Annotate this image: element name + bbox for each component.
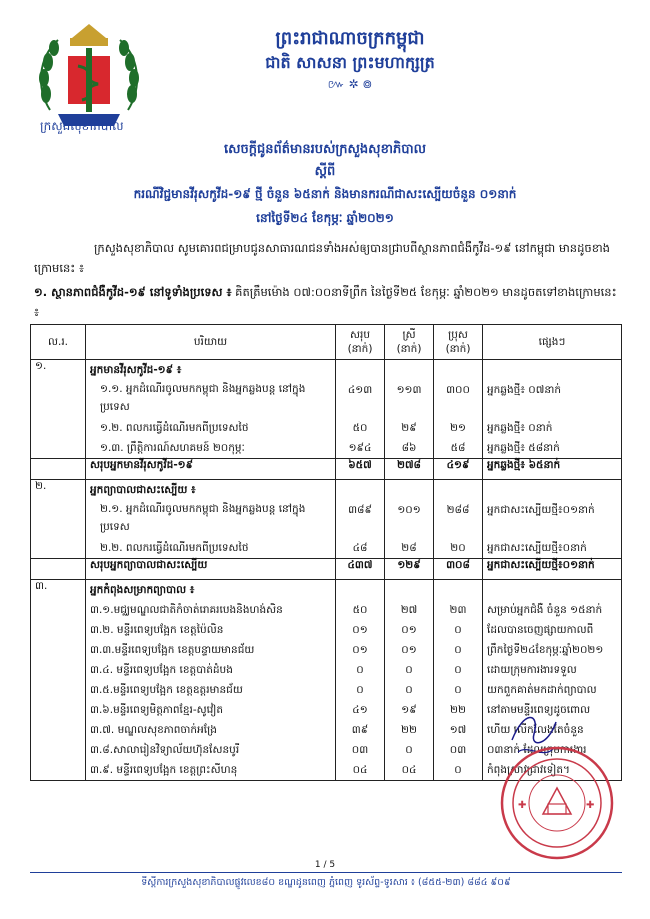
section-1	[34, 282, 624, 322]
s2-sum-female: ១២៩	[385, 559, 434, 580]
s2-row1-desc: ២.១. អ្នកដំណើរចូលមកកម្ពុជា និងអ្នកឆ្លងបន្ត នៅក្នុងប្រទេស	[100, 503, 306, 533]
s3-title: អ្នកកំពុងសម្រាកព្យាបាល ៖	[90, 584, 195, 596]
s3-row1-desc: ៣.១.មជ្ឈមណ្ឌលជាតិកំចាត់រោគរបេងនិងហង់សិន	[90, 604, 283, 616]
table-row-s1	[31, 360, 622, 459]
s1-row1-female: ១១៣	[396, 384, 422, 396]
doc-date: នៅថ្ងៃទី២៤ ខែកុម្ភៈ ឆ្នាំ២០២១	[256, 211, 394, 225]
s1-row1-note: អ្នកឆ្លងថ្មី៖ ០៧នាក់	[487, 384, 561, 396]
s3-note-line: សម្រាប់អ្នកជំងឺ ចំនួន ១៥នាក់	[487, 604, 603, 616]
s3-row4-desc: ៣.៤. មន្ទីរពេទ្យបង្អែក ខេត្តបាត់ដំបង	[90, 664, 233, 676]
s2-number: ២.	[31, 480, 86, 559]
s2-title: អ្នកព្យាបាលជាសះស្បើយ ៖	[90, 484, 196, 496]
s2-sum-male: ៣០៨	[434, 559, 483, 580]
s1-sum-male: ៤១៩	[434, 459, 483, 480]
s3-note-line: នៅតាមមន្ទីរពេទ្យដូចពោល	[487, 704, 591, 716]
s1-number: ១.	[31, 360, 86, 459]
s3-row1-male: ២៣	[449, 604, 467, 616]
s1-row3-desc: ១.៣. ព្រឹត្តិការណ៍សហគមន៍ ២០កុម្ភៈ	[100, 442, 245, 454]
s2-sum-total: ៤៣៧	[336, 559, 385, 580]
s3-row7-female: ២២	[401, 724, 417, 736]
s2-row2-female: ២៨	[401, 542, 417, 554]
s3-row4-female: ០	[405, 664, 413, 676]
s1-total-cell	[336, 360, 385, 459]
s3-row8-female: ០	[405, 744, 413, 756]
s1-title: អ្នកមានវីរុសកូវីដ-១៩ ៖	[90, 364, 182, 376]
s3-row6-desc: ៣.៦.មន្ទីរពេទ្យមិត្តភាពខ្មែរ-សូវៀត	[90, 704, 224, 716]
s3-row7-total: ៣៩	[351, 724, 369, 736]
s3-note-line: យកពួកគាត់មកដាក់ព្យាបាល	[487, 684, 597, 696]
s3-row8-desc: ៣.៨.សាលារៀនវិទ្យាល័យហ៊ុនសែនបូរី	[90, 744, 240, 756]
s3-male-cell	[434, 580, 483, 781]
s1-female-cell	[385, 360, 434, 459]
s3-row2-desc: ៣.២. មន្ទីរពេទ្យបង្អែក ខេត្តប៉ៃលិន	[90, 624, 224, 636]
s2-row2-total: ៤៨	[352, 542, 368, 554]
s3-row6-male: ២២	[450, 704, 466, 716]
page-number: 1 / 5	[314, 860, 336, 870]
s3-row9-male: ០	[454, 764, 462, 776]
intro-paragraph: ក្រសួងសុខាភិបាល សូមគោរពជម្រាបជូនសាធារណជនទាំងអស់ឲ្យបានជ្រាបពីស្ថានភាពជំងឺកូវីដ-១៩ នៅកម្ពុជា មានដូចខាងក្រោមនេះ ៖	[34, 241, 610, 275]
s1-male-cell	[434, 360, 483, 459]
s3-row3-desc: ៣.៣.មន្ទីរពេទ្យបង្អែក ខេត្តបន្ទាយមានជ័យ	[90, 644, 255, 656]
s3-row2-female: ០១	[401, 624, 417, 636]
footer-divider	[30, 872, 622, 873]
footer-address: ទីស្តីការក្រសួងសុខាភិបាលផ្លូវលេខ៨០ ខណ្ឌដូនពេញ ភ្នំពេញ ទូរស័ព្ទ-ទូរសារ ៖ (៨៥៥-២៣) ៨៨៤ ៩០៩	[141, 877, 511, 888]
s3-row6-total: ៤១	[352, 704, 368, 716]
s3-row5-total: ០	[356, 684, 364, 696]
s2-row2-note: អ្នកជាសះស្បើយថ្មី៖០នាក់	[487, 542, 587, 554]
s2-row1-male: ២៨៨	[446, 504, 470, 516]
s1-row2-desc: ១.២. ពលករធ្វើដំណើរមកពីប្រទេសថៃ	[100, 422, 249, 434]
svg-text:✚: ✚	[518, 800, 527, 811]
s2-row2-male: ២០	[450, 542, 466, 554]
s2-row2-desc: ២.២. ពលករធ្វើដំណើរមកពីប្រទេសថៃ	[100, 542, 249, 554]
s1-row1-total: ៤១៣	[347, 384, 373, 396]
s3-note-line: ០៣នាក់ ដែលក្រុមការងារ	[487, 744, 587, 756]
official-stamp	[498, 744, 616, 862]
s2-note-cell	[483, 480, 622, 559]
s1-sum-total: ៦៥៧	[336, 459, 385, 480]
doc-subject: ករណីវិជ្ជមានវីរុសកូវីដ-១៩ ថ្មី ចំនួន ៦៥នាក់ និងមានករណីជាសះស្បើយចំនួន ០១នាក់	[133, 187, 517, 201]
s3-row3-female: ០១	[401, 644, 417, 656]
s2-sum-note: អ្នកជាសះស្បើយថ្មី៖០១នាក់	[483, 559, 622, 580]
col-header-no: ល.រ.	[31, 325, 86, 360]
svg-text:✚: ✚	[586, 800, 595, 811]
s3-note-line: ព្រឹកថ្ងៃទី២៤ខែកុម្ភៈឆ្នាំ២០២១	[487, 644, 604, 656]
s3-row7-desc: ៣.៧. មណ្ឌលសុខភាពចាក់អង្រែ	[90, 724, 217, 736]
s2-female-cell	[385, 480, 434, 559]
s2-total-cell	[336, 480, 385, 559]
s3-row2-total: ០១	[352, 624, 368, 636]
ministry-label: ក្រសួងសុខាភិបាល	[40, 119, 124, 133]
section-1-text: គិតត្រឹមម៉ោង ០៧:០០នាទីព្រឹក នៃថ្ងៃទី២៥ ខែកុម្ភៈ ឆ្នាំ២០២១ មានដូចតទៅខាងក្រោមនេះ ៖	[34, 285, 617, 319]
s1-row2-male: ២១	[450, 422, 466, 434]
s3-row8-total: ០៣	[351, 744, 369, 756]
s3-row9-female: ០៤	[401, 764, 417, 776]
s1-sum-label: សរុបអ្នកមានវីរុសកូវីដ-១៩	[86, 459, 336, 480]
s1-row3-total: ១៩៤	[348, 442, 372, 454]
motto-ornament: ៚ ✲ ៙	[327, 77, 373, 91]
s1-row3-male: ៥៨	[450, 442, 466, 454]
col-header-male: ប្រុស (នាក់)	[434, 325, 483, 360]
doc-title: សេចក្តីជូនព័ត៌មានរបស់ក្រសួងសុខាភិបាល	[224, 142, 426, 157]
s3-number: ៣.	[31, 580, 86, 781]
s3-row1-female: ២៧	[400, 604, 418, 616]
s3-row8-male: ០៣	[449, 744, 467, 756]
s1-row3-note: អ្នកឆ្លងថ្មី៖ ៥៨នាក់	[487, 442, 560, 454]
s1-note-cell	[483, 360, 622, 459]
section-1-heading: ១. ស្ថានភាពជំងឺកូវីដ-១៩ នៅទូទាំងប្រទេស ៖	[34, 285, 232, 299]
s3-row1-total: ៥០	[352, 604, 368, 616]
col-header-note: ផ្សេងៗ	[483, 325, 622, 360]
s3-row9-total: ០៤	[352, 764, 368, 776]
national-motto: ជាតិ សាសនា ព្រះមហាក្សត្រ	[265, 53, 435, 72]
s1-sum-note: អ្នកឆ្លងថ្មី៖ ៦៥នាក់	[483, 459, 622, 480]
s1-row2-note: អ្នកឆ្លងថ្មី៖ ០នាក់	[487, 422, 553, 434]
s2-row1-female: ១០១	[397, 504, 421, 516]
table-row-s2	[31, 480, 622, 559]
s3-desc-cell	[86, 580, 336, 781]
s1-row2-female: ២៩	[401, 422, 417, 434]
s3-row6-female: ១៩	[401, 704, 417, 716]
s2-desc-cell	[86, 480, 336, 559]
s3-row4-total: ០	[356, 664, 364, 676]
s3-row5-female: ០	[405, 684, 413, 696]
col-header-female: ស្រី (នាក់)	[385, 325, 434, 360]
s3-note-line: កំពុងស្រាវជ្រាវទៀត។	[487, 764, 570, 776]
s1-sum-female: ២៧៨	[385, 459, 434, 480]
s3-total-cell	[336, 580, 385, 781]
s1-row1-desc: ១.១. អ្នកដំណើរចូលមកកម្ពុជា និងអ្នកឆ្លងបន្ត នៅក្នុងប្រទេស	[100, 383, 306, 413]
s3-row3-total: ០១	[352, 644, 368, 656]
s3-female-cell	[385, 580, 434, 781]
col-header-total: សរុប (នាក់)	[336, 325, 385, 360]
table-row-s1-sum	[31, 459, 622, 480]
s3-note-line: ដែលបានចេញផ្សាយកាលពី	[487, 624, 594, 636]
s3-note-line: ដោយក្រុមការងារទទួល	[487, 664, 577, 676]
s1-desc-cell	[86, 360, 336, 459]
s2-row1-total: ៣៨៩	[348, 504, 372, 516]
s2-male-cell	[434, 480, 483, 559]
s2-row1-note: អ្នកជាសះស្បើយថ្មី៖០១នាក់	[487, 504, 595, 516]
s2-sum-label: សរុបអ្នកព្យាបាលជាសះស្បើយ	[86, 559, 336, 580]
s3-row9-desc: ៣.៩. មន្ទីរពេទ្យបង្អែក ខេត្តព្រះសីហនុ	[90, 764, 238, 776]
s3-note-line: ហើយ លើកលែងតែចំនួន	[487, 724, 584, 736]
s3-row5-desc: ៣.៥.មន្ទីរពេទ្យបង្អែក ខេត្តឧត្តរមានជ័យ	[90, 684, 243, 696]
s3-row5-male: ០	[454, 684, 462, 696]
s1-row2-total: ៥០	[352, 422, 368, 434]
s3-row2-male: ០	[454, 624, 462, 636]
kingdom-title: ព្រះរាជាណាចក្រកម្ពុជា	[275, 28, 425, 49]
s1-row1-male: ៣០០	[446, 384, 470, 396]
s3-row7-male: ១៧	[449, 724, 467, 736]
col-header-desc: បរិយាយ	[86, 325, 336, 360]
s3-row3-male: ០	[454, 644, 462, 656]
doc-subject-label: ស្តីពី	[314, 164, 336, 179]
s3-row4-male: ០	[454, 664, 462, 676]
s1-row3-female: ៨៦	[401, 442, 417, 454]
table-header-row	[31, 325, 622, 360]
table-row-s2-sum	[31, 559, 622, 580]
